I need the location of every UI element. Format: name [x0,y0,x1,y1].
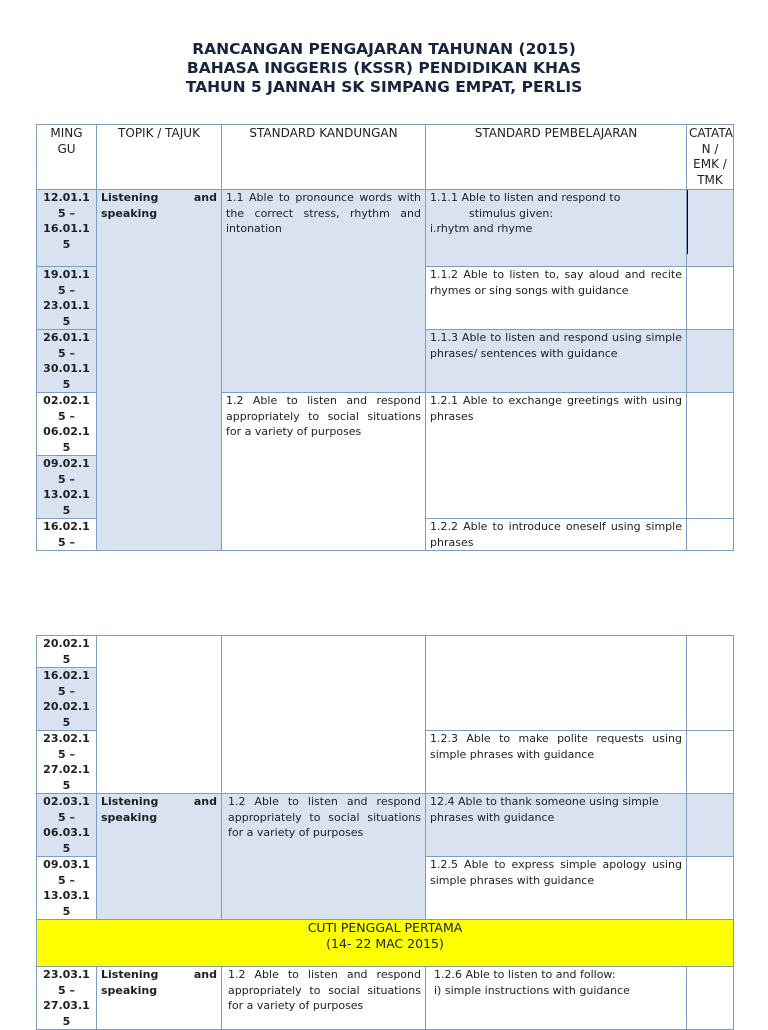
topik-cell [97,967,222,1030]
title-line-1: RANCANGAN PENGAJARAN TAHUNAN (2015) [192,40,576,58]
plan-table-page-2 [36,635,734,1030]
catatan-cell [687,967,734,1030]
catatan-cell [687,393,734,519]
standard-pembelajaran-cell: 12.4 Able to thank someone using simple phrases with guidance [426,794,687,857]
week-cell: 16.02.1 5 – [37,519,97,551]
table-row [37,190,734,267]
standard-pembelajaran-cell [426,967,687,1030]
topik-cell [97,794,222,920]
catatan-cell [687,267,734,330]
holiday-title: CUTI PENGGAL PERTAMA [307,920,463,935]
topik-line-2: speaking [101,983,158,997]
topik-cell [97,636,222,794]
standard-kandungan-cell: 1.2 Able to listen and respond appropriately to social situations for a variety of purposes [222,794,426,920]
week-cell: 12.01.1 5 – 16.01.1 5 [37,190,97,267]
week-cell: 23.03.1 5 – 27.03.1 5 [37,967,97,1030]
standard-pembelajaran-cell: 1.2.3 Able to make polite requests using simple phrases with guidance [426,731,687,794]
header-standard-pembelajaran: STANDARD PEMBELAJARAN [426,125,687,190]
standard-pembelajaran-cell [426,190,687,267]
document-title [0,40,768,97]
title-line-3: TAHUN 5 JANNAH SK SIMPANG EMPAT, PERLIS [185,78,583,96]
catatan-cell [687,636,734,731]
standard-kandungan-cell [222,636,426,794]
header-catatan: CATATA N / EMK / TMK [687,125,734,190]
plan-table-page-1 [36,124,734,551]
week-cell: 09.03.1 5 – 13.03.1 5 [37,857,97,920]
header-standard-kandungan: STANDARD KANDUNGAN [222,125,426,190]
topik-line-2: speaking [101,206,158,220]
week-cell: 19.01.1 5 – 23.01.1 5 [37,267,97,330]
standard-kandungan-cell: 1.1 Able to pronounce words with the correct stress, rhythm and intonation [222,190,426,393]
standard-pembelajaran-cell: 1.2.2 Able to introduce oneself using simple phrases [426,519,687,551]
table-row [37,967,734,1030]
holiday-row [37,920,734,967]
standard-pembelajaran-cell: 1.1.3 Able to listen and respond using simple phrases/ sentences with guidance [426,330,687,393]
week-cell: 26.01.1 5 – 30.01.1 5 [37,330,97,393]
header-topik: TOPIK / TAJUK [97,125,222,190]
catatan-cell [687,857,734,920]
week-cell: 16.02.1 5 – 20.02.1 5 [37,668,97,731]
sp-line-1: 1.1.1 Able to listen and respond to [430,191,621,204]
sp-line-3: i.rhytm and rhyme [430,222,533,235]
topik-line-1: Listening and [101,968,217,981]
sp-line-2: i) simple instructions with guidance [434,983,630,997]
catatan-cell [687,519,734,551]
standard-pembelajaran-cell [426,636,687,731]
catatan-cell [687,190,734,267]
standard-kandungan-cell: 1.2 Able to listen and respond appropriately to social situations for a variety of purposes [222,393,426,551]
table-row [37,794,734,857]
topik-line-2: speaking [101,810,158,824]
holiday-dates: (14- 22 MAC 2015) [326,936,444,951]
table-header-row [37,125,734,190]
week-cell: 23.02.1 5 – 27.02.1 5 [37,731,97,794]
week-cell: 09.02.1 5 – 13.02.1 5 [37,456,97,519]
table-row [37,636,734,668]
title-line-2: BAHASA INGGERIS (KSSR) PENDIDIKAN KHAS [186,59,582,77]
standard-pembelajaran-cell: 1.2.5 Able to express simple apology using simple phrases with guidance [426,857,687,920]
catatan-cell [687,794,734,857]
topik-line-1: Listening and [101,795,217,808]
week-cell: 20.02.1 5 [37,636,97,668]
sp-line-2: stimulus given: [469,206,554,220]
topik-cell [97,190,222,551]
standard-kandungan-cell: 1.2 Able to listen and respond appropriately to social situations for a variety of purposes [222,967,426,1030]
week-cell: 02.03.1 5 – 06.03.1 5 [37,794,97,857]
sp-line-1: 1.2.6 Able to listen to and follow: [434,968,616,981]
catatan-cell [687,731,734,794]
catatan-cell [687,330,734,393]
header-minggu: MING GU [37,125,97,190]
standard-pembelajaran-cell: 1.2.1 Able to exchange greetings with using phrases [426,393,687,519]
standard-pembelajaran-cell: 1.1.2 Able to listen to, say aloud and recite rhymes or sing songs with guidance [426,267,687,330]
topik-line-1: Listening and [101,191,217,204]
holiday-banner [37,920,734,967]
week-cell: 02.02.1 5 – 06.02.1 5 [37,393,97,456]
text-cursor [687,190,688,254]
